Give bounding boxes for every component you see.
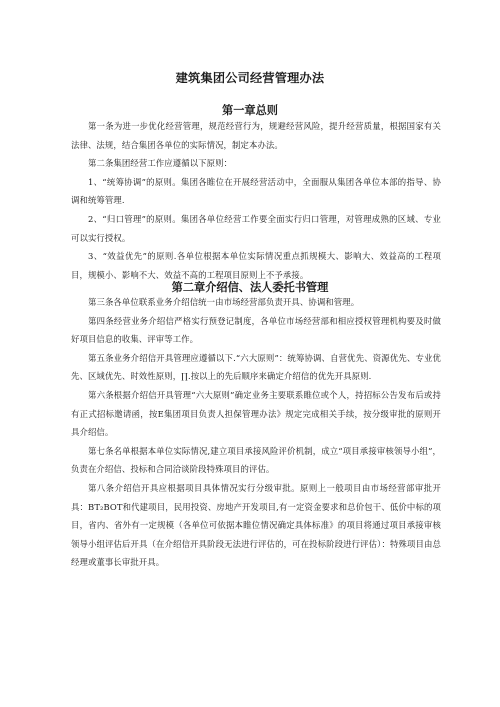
- article-4-paragraph: 第四条经营业务介绍信严格实行预登记制度，各单位市场经营部和相应授权管理机构要及时做好项目信息的收集、评审等工作。: [71, 315, 441, 345]
- principle-3-paragraph: 3、“效益优先”的原则.各单位根据本单位实际情况重点抓规模大、影响大、效益高的工程项目，规模小、影响不大、效益不高的工程项目原则上不予承接。: [71, 251, 441, 280]
- chapter-2-body: [71, 293, 441, 572]
- article-8-paragraph: 第八条介绍信开具应根据项目具体情况实行分级审批。原则上一般项目由市场经营部审批开具：BT₂BOT和代建项目，民用投资、房地产开发项目,有一定资金要求和总价包干、低价中标的项目，省内、省外有一定规模（各单位可依据本睢位情况确定具体标准》的项目将通过项目承接审核领导小组评估后开具（在介绍信开具阶段无法进行评估的，可在投标阶段进行评估）：特殊项目由总经理或董事长审批开具。: [71, 482, 441, 568]
- chapter-1-body: [71, 117, 441, 284]
- principle-1-paragraph: 1、“统筹协调”的原则。集团各睢位在开展经营活动中，全面服从集团各单位本部的指导、协调和统筹管理.: [71, 176, 441, 206]
- chapter-2-heading: 第二章介绍信、法人委托书管理: [171, 281, 329, 294]
- article-6-paragraph: 第六条根据介绍信开具管理“六大原则”确定业务主要联系睢位或个人，持招标公告发布后或持有正式招标邀请函，按E集团项目负责人担保管理办法》规定完成相关手续，按分级审批的原则开具介绍信。: [71, 389, 441, 438]
- article-3-paragraph: 第三条各单位联系业务介绍信统一由市场经营部负责开具、协调和管理。: [88, 297, 360, 307]
- article-1-paragraph: 第一条为进一步优化经营管理，规范经营行为，规避经营风险，提升经营质量，根据国家有关法律、法规，结合集团各单位的实际情况，制定本办法。: [71, 121, 441, 150]
- document-title: 建筑集团公司经营管理办法: [175, 71, 325, 85]
- article-5-paragraph: 第五条业务介绍信开具管理应遵循以下.“六大原则”：统筹协调、自营优先、资源优先、专业优先、区域优先、时效性原则，∏.按以上的先后顺序来确定介绍信的优先开具原则.: [71, 352, 441, 382]
- article-7-paragraph: 第七条名单根据本单位实际情况,建立项目承接风险评价机制，成立“项目承接审核领导小组”，负责在介绍信、投标和合同洽谈阶段特殊项目的评估。: [71, 445, 441, 475]
- chapter-1-heading: 第一章总则: [222, 104, 278, 117]
- principle-2-paragraph: 2、“归口管理”的原则。集团各单位经营工作要全面实行归口管理，对管理成熟的区域、专业可以实行授权。: [71, 213, 441, 243]
- article-2-paragraph: 第二条集团经营工作应遵循以下原则：: [88, 158, 233, 169]
